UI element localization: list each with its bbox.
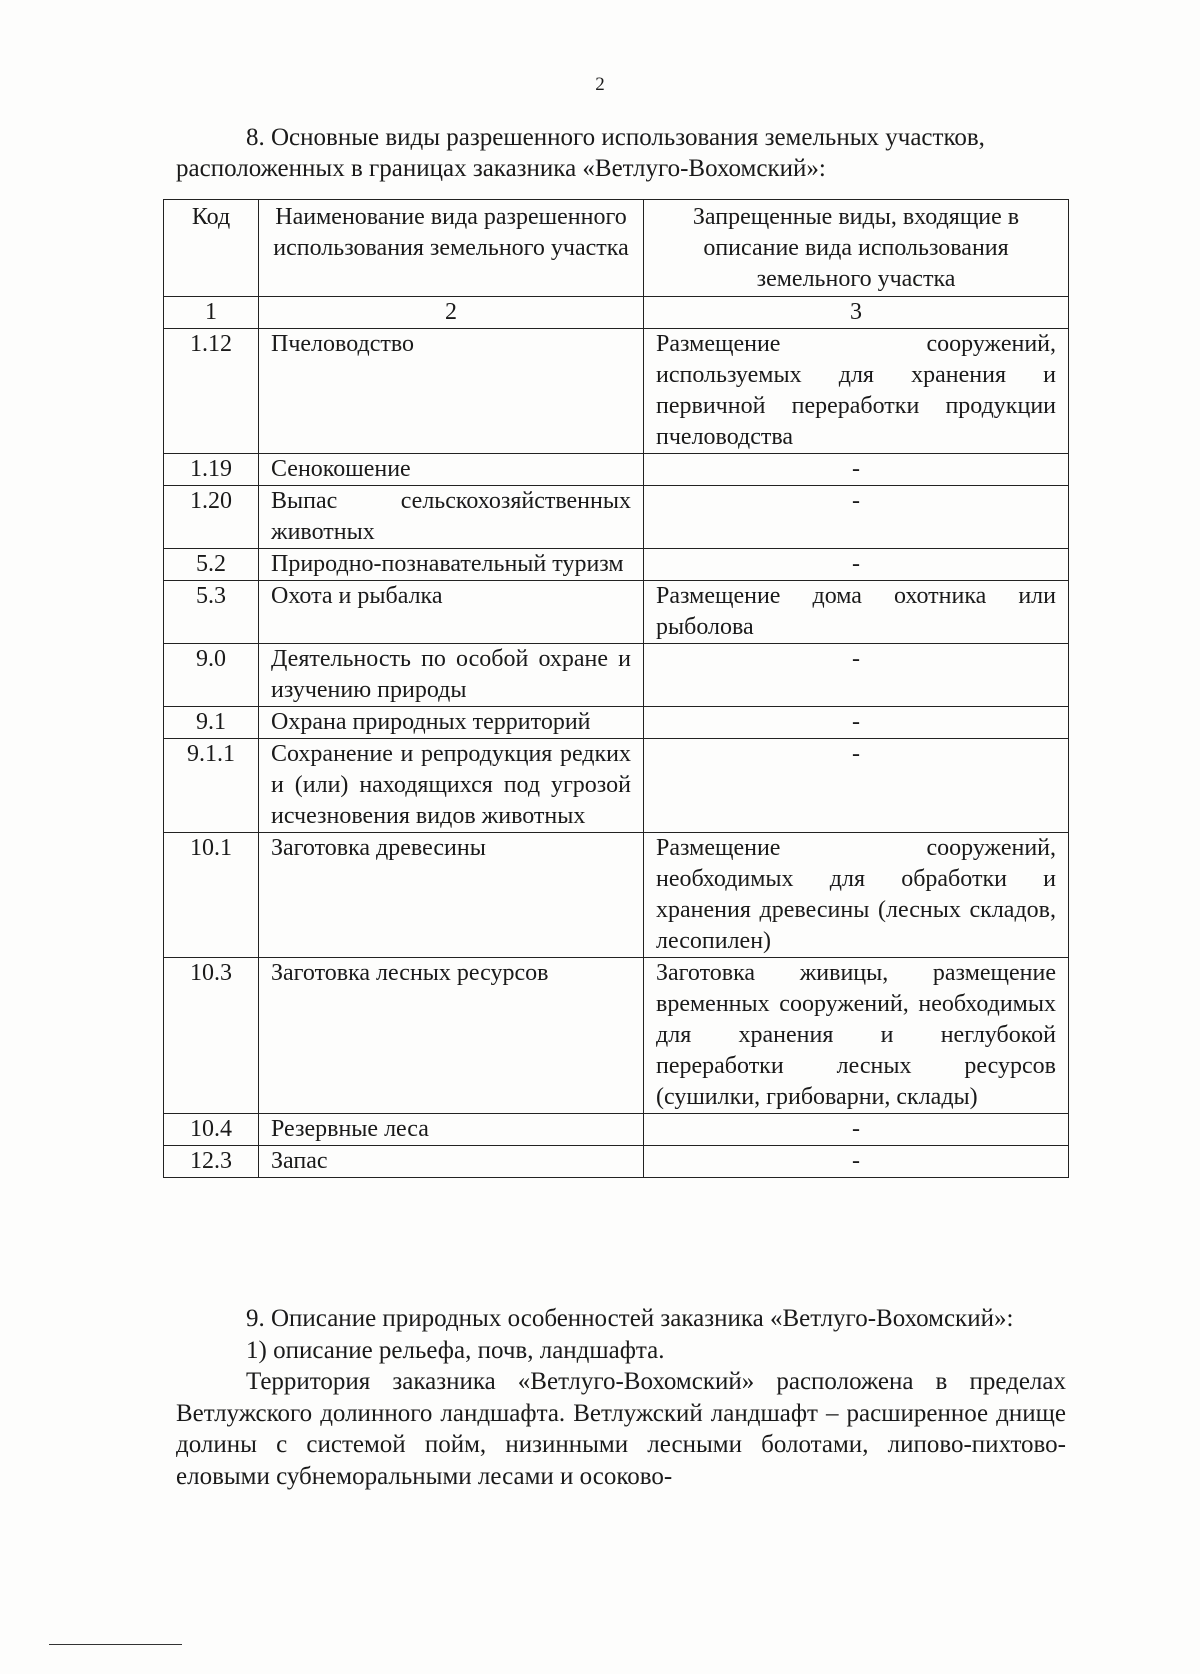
row-use-name: Сохранение и репродукция редких и (или) находящихся под угрозой исчезновения видов животных xyxy=(259,739,644,833)
table-row xyxy=(164,549,1069,581)
row-code: 5.2 xyxy=(164,549,259,581)
row-use-name: Охота и рыбалка xyxy=(259,581,644,644)
row-use-name: Выпас сельскохозяйственных животных xyxy=(259,486,644,549)
row-forbidden-uses: Размещение сооружений, необходимых для обработки и хранения древесины (лесных складов, лесопилен) xyxy=(644,833,1069,958)
section-9 xyxy=(176,1303,1066,1492)
row-use-name: Охрана природных территорий xyxy=(259,707,644,739)
row-forbidden-uses: - xyxy=(644,707,1069,739)
page-number: 2 xyxy=(595,74,605,95)
row-use-name: Деятельность по особой охране и изучению природы xyxy=(259,644,644,707)
table-header-row xyxy=(164,200,1069,297)
row-forbidden-uses: Размещение дома охотника или рыболова xyxy=(644,581,1069,644)
row-use-name: Пчеловодство xyxy=(259,329,644,454)
row-code: 1.20 xyxy=(164,486,259,549)
section-9-title: 9. Описание природных особенностей заказника «Ветлуго-Вохомский»: xyxy=(246,1305,1014,1332)
row-forbidden-uses: - xyxy=(644,486,1069,549)
table-body xyxy=(164,329,1069,1178)
footnote-separator xyxy=(49,1644,182,1645)
row-use-name: Сенокошение xyxy=(259,454,644,486)
table-row xyxy=(164,833,1069,958)
section-8-line-1: 8. Основные виды разрешенного использования земельных участков, xyxy=(246,124,985,151)
table-row xyxy=(164,329,1069,454)
row-code: 9.1.1 xyxy=(164,739,259,833)
table-row xyxy=(164,958,1069,1114)
column-number: 1 xyxy=(164,297,259,329)
section-9-item-1: 1) описание рельефа, почв, ландшафта. xyxy=(246,1336,665,1364)
row-code: 9.0 xyxy=(164,644,259,707)
row-code: 10.3 xyxy=(164,958,259,1114)
row-use-name: Запас xyxy=(259,1146,644,1178)
row-use-name: Природно-познавательный туризм xyxy=(259,549,644,581)
row-forbidden-uses: Размещение сооружений, используемых для хранения и первичной переработки продукции пчеловодства xyxy=(644,329,1069,454)
row-use-name: Заготовка древесины xyxy=(259,833,644,958)
row-forbidden-uses: - xyxy=(644,739,1069,833)
table-row xyxy=(164,581,1069,644)
header-forbidden-uses: Запрещенные виды, входящие в описание вида использования земельного участка xyxy=(644,200,1069,297)
row-code: 12.3 xyxy=(164,1146,259,1178)
row-forbidden-uses: - xyxy=(644,549,1069,581)
table-row xyxy=(164,454,1069,486)
row-code: 10.1 xyxy=(164,833,259,958)
row-forbidden-uses: - xyxy=(644,454,1069,486)
section-8-heading xyxy=(176,122,1066,184)
section-9-paragraph: Территория заказника «Ветлуго-Вохомский» расположена в пределах Ветлужского долинного ландшафта. Ветлужский ландшафт – расширенное днище долины с системой пойм, низинными лесными болотами, липово-пихтово-еловыми субнеморальными лесами и осоково- xyxy=(176,1368,1066,1490)
table-row xyxy=(164,486,1069,549)
header-code: Код xyxy=(164,200,259,297)
row-code: 1.12 xyxy=(164,329,259,454)
header-use-name: Наименование вида разрешенного использования земельного участка xyxy=(259,200,644,297)
row-code: 1.19 xyxy=(164,454,259,486)
land-use-table xyxy=(163,199,1069,1178)
table-row xyxy=(164,1146,1069,1178)
table-row xyxy=(164,1114,1069,1146)
table-row xyxy=(164,739,1069,833)
row-forbidden-uses: - xyxy=(644,1146,1069,1178)
column-number: 2 xyxy=(259,297,644,329)
row-forbidden-uses: - xyxy=(644,644,1069,707)
row-code: 5.3 xyxy=(164,581,259,644)
column-number: 3 xyxy=(644,297,1069,329)
section-8-line-2: расположенных в границах заказника «Ветлуго-Вохомский»: xyxy=(176,155,826,182)
row-use-name: Заготовка лесных ресурсов xyxy=(259,958,644,1114)
table-row xyxy=(164,707,1069,739)
row-forbidden-uses: Заготовка живицы, размещение временных сооружений, необходимых для хранения и неглубокой переработки лесных ресурсов (сушилки, грибоварни, склады) xyxy=(644,958,1069,1114)
row-code: 9.1 xyxy=(164,707,259,739)
table-row xyxy=(164,644,1069,707)
row-use-name: Резервные леса xyxy=(259,1114,644,1146)
column-number-row xyxy=(164,297,1069,329)
row-forbidden-uses: - xyxy=(644,1114,1069,1146)
row-code: 10.4 xyxy=(164,1114,259,1146)
